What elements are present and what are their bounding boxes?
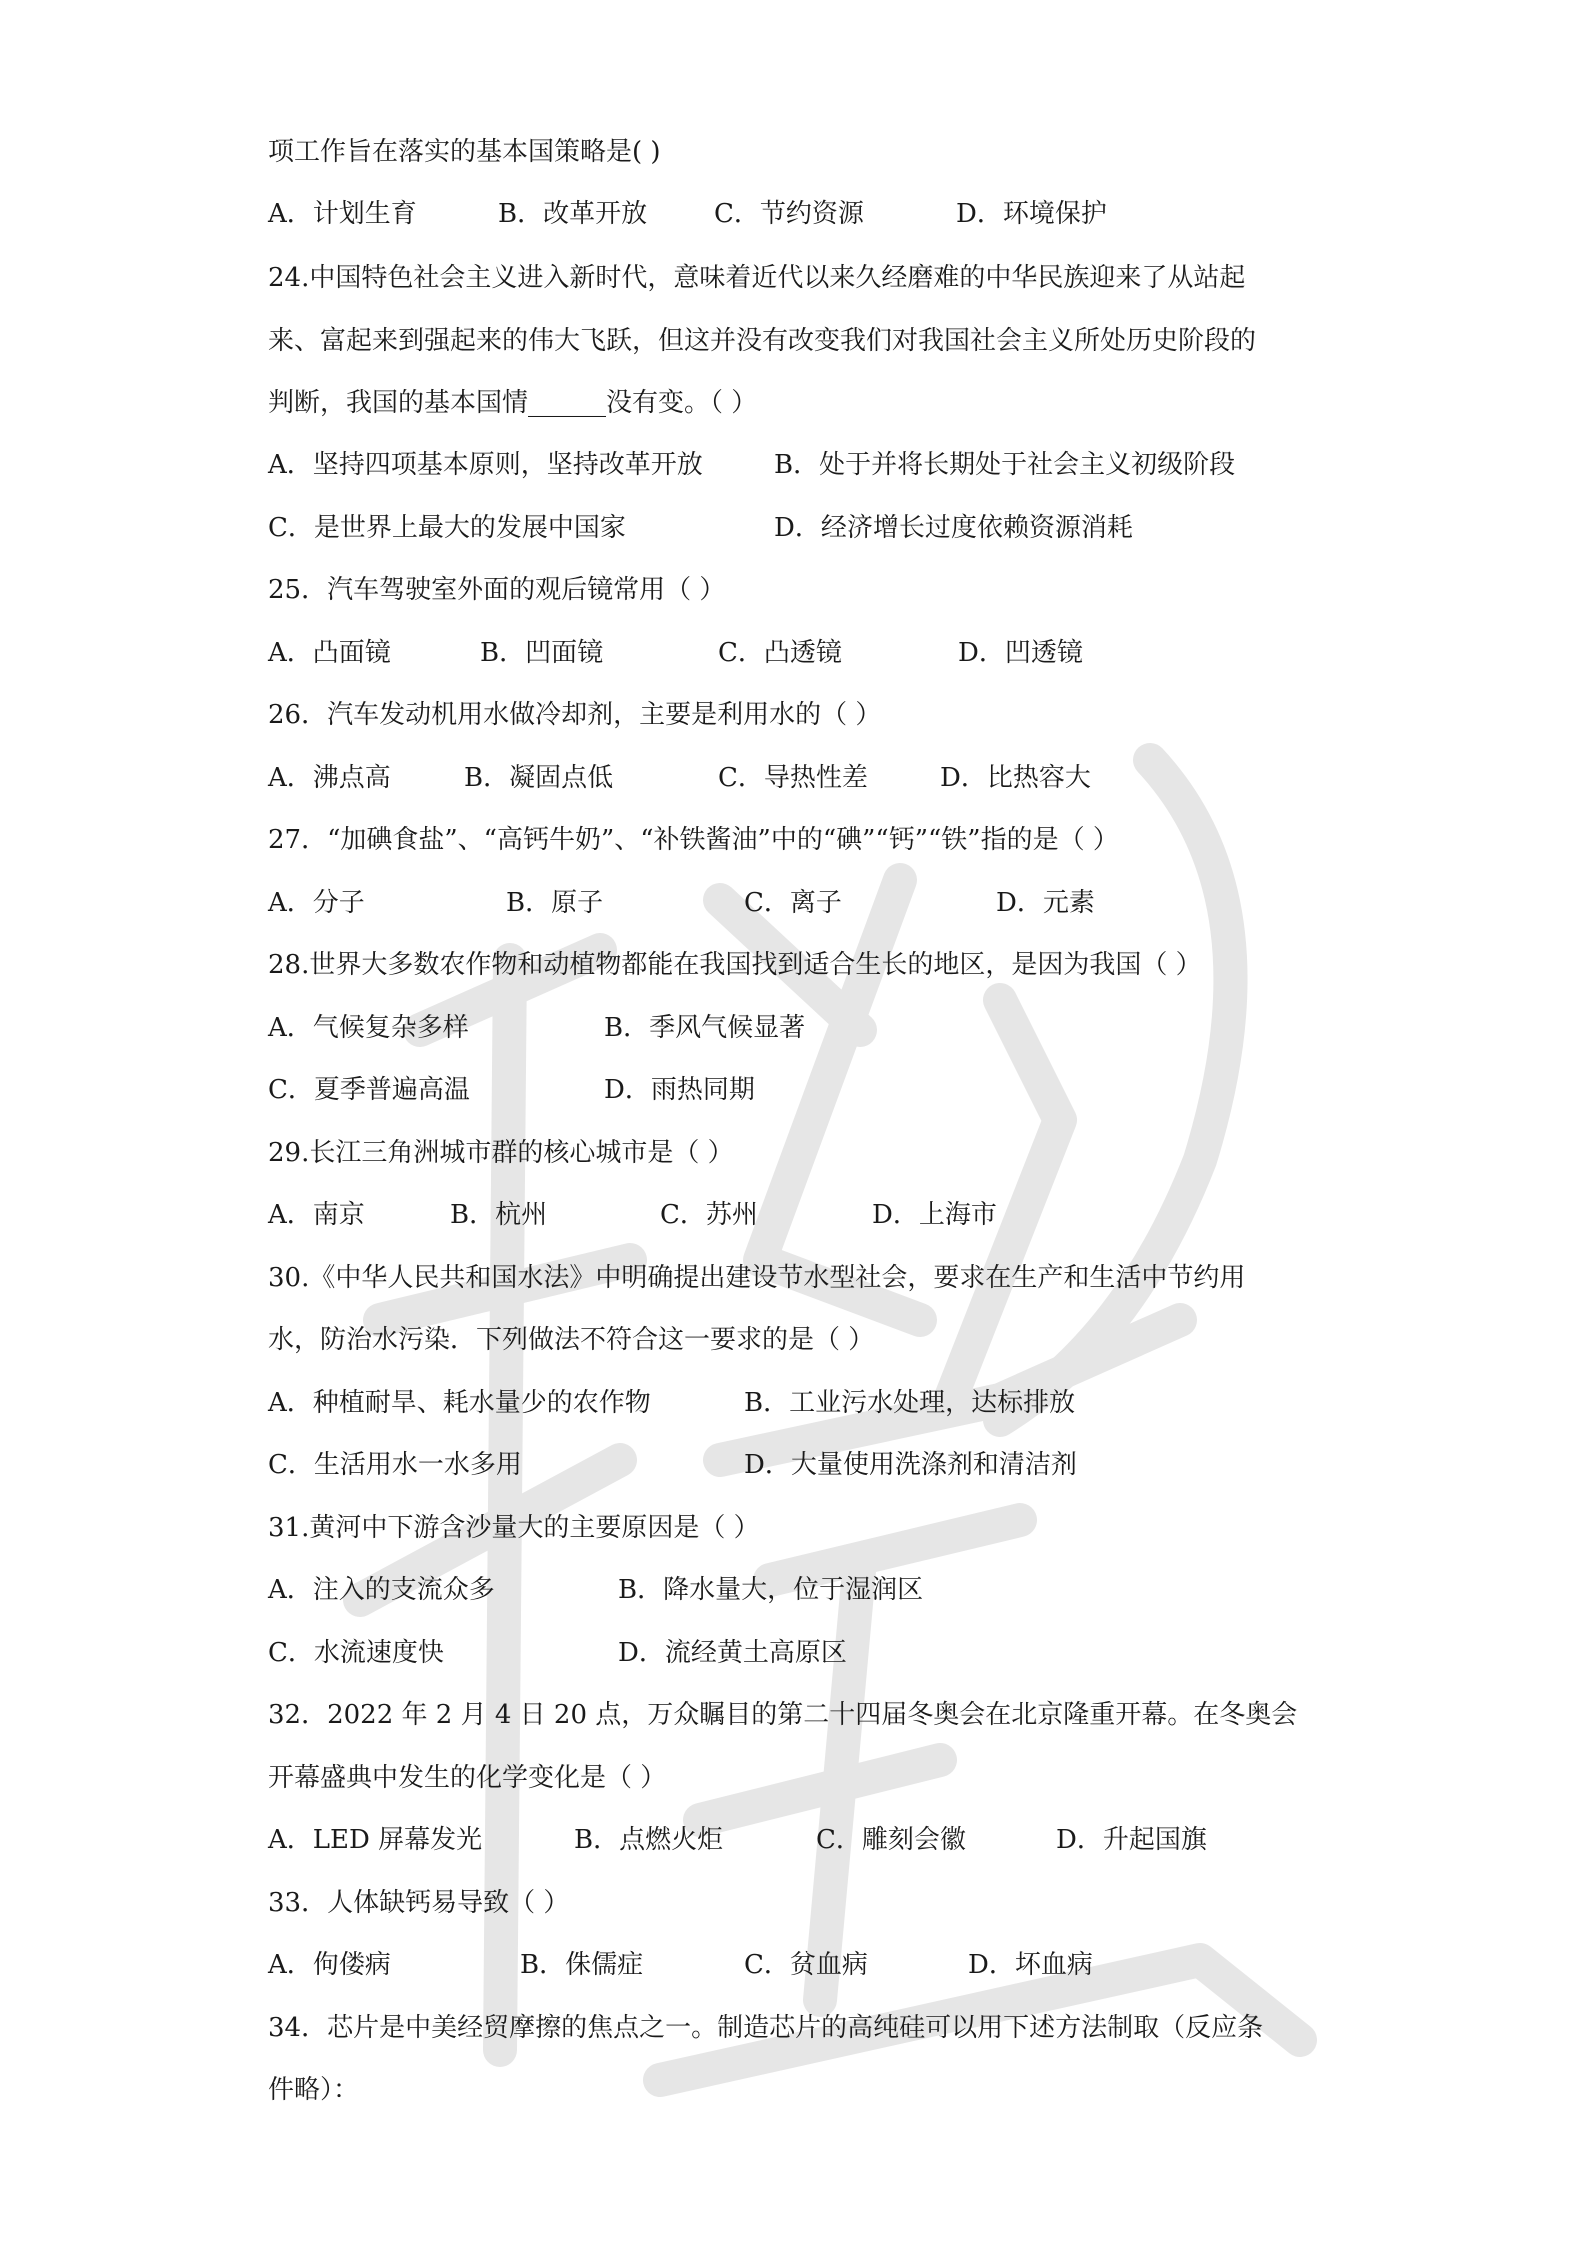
q31-options-row-2 (268, 1637, 1320, 1669)
q31-option-a[interactable]: A．注入的支流众多 (268, 1575, 495, 1605)
q30-options-row-2 (268, 1449, 1320, 1481)
q30-option-b[interactable]: B．工业污水处理，达标排放 (744, 1388, 1076, 1418)
q31-option-d[interactable]: D．流经黄土高原区 (618, 1638, 847, 1668)
q23-option-b[interactable]: B．改革开放 (498, 199, 648, 229)
q29-option-b[interactable]: B．杭州 (450, 1200, 548, 1230)
q27-options (268, 887, 1320, 919)
q28-option-d[interactable]: D．雨热同期 (604, 1075, 755, 1105)
q26-options (268, 762, 1320, 794)
q31-stem: 31.黄河中下游含沙量大的主要原因是（ ） (268, 1513, 760, 1543)
q24-stem-line-1: 24.中国特色社会主义进入新时代，意味着近代以来久经磨难的中华民族迎来了从站起 (268, 263, 1246, 293)
q32-option-c[interactable]: C．雕刻会徽 (816, 1825, 966, 1855)
q27-option-c[interactable]: C．离子 (744, 888, 842, 918)
q30-stem-line-2: 水，防治水污染．下列做法不符合这一要求的是（ ） (268, 1325, 875, 1355)
q24-option-a[interactable]: A．坚持四项基本原则，坚持改革开放 (268, 450, 703, 480)
q27-stem: 27．“加碘食盐”、“高钙牛奶”、“补铁酱油”中的“碘”“钙”“铁”指的是（ ） (268, 825, 1119, 855)
q25-option-c[interactable]: C．凸透镜 (718, 638, 842, 668)
q24-option-d[interactable]: D．经济增长过度依赖资源消耗 (774, 513, 1133, 543)
q33-option-a[interactable]: A．佝偻病 (268, 1950, 391, 1980)
q26-option-c[interactable]: C．导热性差 (718, 763, 868, 793)
q30-option-d[interactable]: D．大量使用洗涤剂和清洁剂 (744, 1450, 1077, 1480)
q25-option-b[interactable]: B．凹面镜 (480, 638, 604, 668)
q33-option-d[interactable]: D．坏血病 (968, 1950, 1093, 1980)
q31-option-c[interactable]: C．水流速度快 (268, 1638, 444, 1668)
q25-options (268, 637, 1320, 669)
q24-stem-line-2: 来、富起来到强起来的伟大飞跃，但这并没有改变我们对我国社会主义所处历史阶段的 (268, 326, 1257, 356)
q24-option-c[interactable]: C．是世界上最大的发展中国家 (268, 513, 626, 543)
q33-option-b[interactable]: B．侏儒症 (520, 1950, 644, 1980)
q29-option-d[interactable]: D．上海市 (872, 1200, 997, 1230)
q27-option-b[interactable]: B．原子 (506, 888, 604, 918)
q25-option-d[interactable]: D．凹透镜 (958, 638, 1083, 668)
q24-options-row-2 (268, 512, 1320, 544)
q23-option-a[interactable]: A．计划生育 (268, 199, 417, 229)
q32-option-a[interactable]: A．LED 屏幕发光 (268, 1825, 483, 1855)
q31-options-row-1 (268, 1574, 1320, 1606)
q23-options (268, 198, 1320, 230)
q30-options-row-1 (268, 1387, 1320, 1419)
q26-stem: 26．汽车发动机用水做冷却剂，主要是利用水的（ ） (268, 700, 882, 730)
q34-stem-line-2: 件略）： (268, 2075, 360, 2105)
q33-option-c[interactable]: C．贫血病 (744, 1950, 868, 1980)
q28-options-row-1 (268, 1012, 1320, 1044)
q33-options (268, 1949, 1320, 1981)
q27-option-a[interactable]: A．分子 (268, 888, 365, 918)
q26-option-b[interactable]: B．凝固点低 (464, 763, 614, 793)
q26-option-d[interactable]: D．比热容大 (940, 763, 1091, 793)
q24-stem-line-3: 判断，我国的基本国情______没有变。（ ） (268, 388, 758, 418)
q28-options-row-2 (268, 1074, 1320, 1106)
q23-stem-tail: 项工作旨在落实的基本国策略是( ) (268, 137, 661, 167)
q24-option-b[interactable]: B．处于并将长期处于社会主义初级阶段 (774, 450, 1236, 480)
q34-stem-line-1: 34．芯片是中美经贸摩擦的焦点之一。制造芯片的高纯硅可以用下述方法制取（反应条 (268, 2013, 1264, 2043)
q29-options (268, 1199, 1320, 1231)
q30-option-c[interactable]: C．生活用水一水多用 (268, 1450, 522, 1480)
q29-stem: 29.长江三角洲城市群的核心城市是（ ） (268, 1138, 734, 1168)
q28-option-a[interactable]: A．气候复杂多样 (268, 1013, 469, 1043)
q28-option-c[interactable]: C．夏季普遍高温 (268, 1075, 470, 1105)
q28-option-b[interactable]: B．季风气候显著 (604, 1013, 806, 1043)
q27-option-d[interactable]: D．元素 (996, 888, 1095, 918)
q30-stem-line-1: 30.《中华人民共和国水法》中明确提出建设节水型社会，要求在生产和生活中节约用 (268, 1263, 1246, 1293)
q30-option-a[interactable]: A．种植耐旱、耗水量少的农作物 (268, 1388, 651, 1418)
q33-stem: 33．人体缺钙易导致（ ） (268, 1888, 570, 1918)
q23-option-d[interactable]: D．环境保护 (956, 199, 1107, 229)
q29-option-c[interactable]: C．苏州 (660, 1200, 758, 1230)
q31-option-b[interactable]: B．降水量大，位于湿润区 (618, 1575, 924, 1605)
q32-options (268, 1824, 1320, 1856)
q32-option-b[interactable]: B．点燃火炬 (574, 1825, 724, 1855)
q25-stem: 25．汽车驾驶室外面的观后镜常用（ ） (268, 575, 726, 605)
q25-option-a[interactable]: A．凸面镜 (268, 638, 391, 668)
q32-stem-line-2: 开幕盛典中发生的化学变化是（ ） (268, 1763, 667, 1793)
q23-option-c[interactable]: C．节约资源 (714, 199, 864, 229)
q32-option-d[interactable]: D．升起国旗 (1056, 1825, 1207, 1855)
q24-options-row-1 (268, 449, 1320, 481)
q26-option-a[interactable]: A．沸点高 (268, 763, 391, 793)
q32-stem-line-1: 32．2022 年 2 月 4 日 20 点，万众瞩目的第二十四届冬奥会在北京隆重开幕。在冬奥会 (268, 1700, 1298, 1730)
q29-option-a[interactable]: A．南京 (268, 1200, 365, 1230)
q28-stem: 28.世界大多数农作物和动植物都能在我国找到适合生长的地区，是因为我国（ ） (268, 950, 1202, 980)
